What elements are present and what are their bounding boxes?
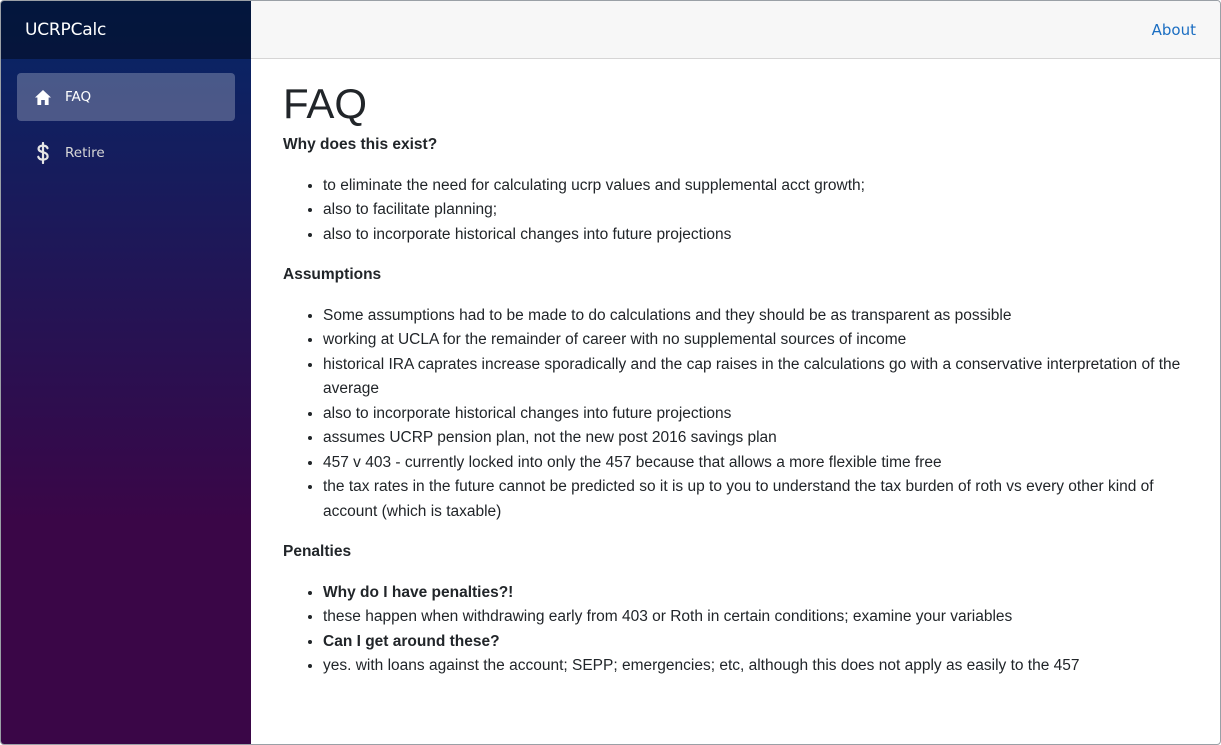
list-item: • also to incorporate historical changes into future projections <box>323 402 1188 427</box>
home-icon <box>33 87 53 107</box>
section-title-penalties: Penalties <box>283 543 352 561</box>
sidebar-item-faq[interactable] <box>17 73 235 121</box>
penalties-list <box>283 581 1188 679</box>
list-item: • to eliminate the need for calculating ucrp values and supplemental acct growth; <box>323 174 1188 199</box>
top-row <box>251 1 1220 59</box>
about-link[interactable]: About <box>1151 20 1196 39</box>
main-area <box>251 1 1220 744</box>
list-item: • 457 v 403 - currently locked into only the 457 because that allows a more flexible time free <box>323 451 1188 476</box>
list-item: • working at UCLA for the remainder of career with no supplemental sources of income <box>323 328 1188 353</box>
assumptions-list <box>283 304 1188 525</box>
section-title-why: Why does this exist? <box>283 136 438 154</box>
sidebar-item-label: FAQ <box>65 89 92 105</box>
why-list <box>283 174 1188 248</box>
dollar-icon <box>33 143 53 163</box>
sidebar-item-label: Retire <box>65 145 105 161</box>
sidebar-nav <box>1 59 251 177</box>
list-item: • historical IRA caprates increase sporadically and the cap raises in the calculations go with a conservative interpretation of the average <box>323 353 1188 402</box>
sidebar <box>1 1 251 744</box>
faq-content <box>251 59 1220 695</box>
page-title: FAQ <box>283 80 368 127</box>
list-item: • assumes UCRP pension plan, not the new post 2016 savings plan <box>323 426 1188 451</box>
section-title-assumptions: Assumptions <box>283 266 382 284</box>
list-item: • yes. with loans against the account; SEPP; emergencies; etc, although this does not apply as easily to the 457 <box>323 654 1188 679</box>
list-item: • Some assumptions had to be made to do calculations and they should be as transparent as possible <box>323 304 1188 329</box>
list-item-question: • Why do I have penalties?! <box>323 581 1188 606</box>
list-item: • these happen when withdrawing early from 403 or Roth in certain conditions; examine your variables <box>323 605 1188 630</box>
brand-bar <box>1 1 251 59</box>
list-item: • also to incorporate historical changes into future projections <box>323 223 1188 248</box>
list-item: • also to facilitate planning; <box>323 198 1188 223</box>
list-item: • the tax rates in the future cannot be predicted so it is up to you to understand the tax burden of roth vs every other kind of account (which is taxable) <box>323 475 1188 524</box>
list-item-question: • Can I get around these? <box>323 630 1188 655</box>
sidebar-item-retire[interactable] <box>17 129 235 177</box>
brand-link[interactable]: UCRPCalc <box>25 20 107 40</box>
